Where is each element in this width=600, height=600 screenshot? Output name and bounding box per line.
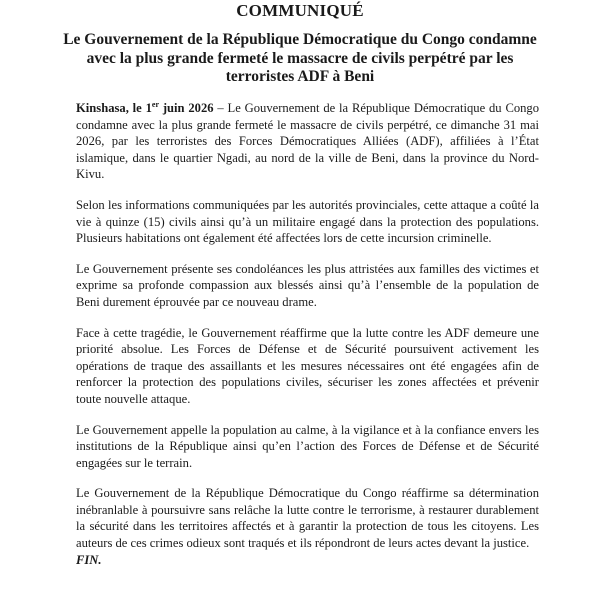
paragraph-1-text: Le Gouvernement de la République Démocratique du Congo condamne avec la plus grande fermeté le massacre de civils perpétré, ce dimanche 31 mai 2026, par les terroristes des Forces Démocratiques Alliées (ADF), affiliées à l’État islamique, dans le quartier Ngadi, au nord de la ville de Beni, dans la province du Nord-Kivu. bbox=[76, 101, 540, 182]
paragraph-4: Face à cette tragédie, le Gouvernement réaffirme que la lutte contre les ADF demeure une priorité absolue. Les Forces de Défense et de Sécurité poursuivent activement les opérations de traque des assaillants et les mesures nécessaires ont été engagées afin de renforcer la protection des populations civiles, sécuriser les zones affectées et prévenir toute nouvelle attaque. bbox=[76, 325, 539, 406]
paragraph-1 bbox=[76, 100, 539, 183]
paragraph-6 bbox=[76, 485, 539, 568]
paragraph-5: Le Gouvernement appelle la population au calme, à la vigilance et à la confiance envers les institutions de la République ainsi qu’en l’action des Forces de Défense et de Sécurité engagées sur le terrain. bbox=[76, 422, 539, 470]
document-body bbox=[76, 100, 539, 582]
dateline-dash: – bbox=[213, 101, 228, 115]
dateline bbox=[76, 101, 214, 115]
closing-fin: FIN. bbox=[76, 552, 102, 567]
dateline-place: Kinshasa, le 1 bbox=[76, 101, 152, 115]
paragraph-2: Selon les informations communiquées par les autorités provinciales, cette attaque a coûté la vie à quinze (15) civils ainsi qu’à un militaire engagé dans la protection des populations. Plusieurs habitations ont également été affectées lors de cette incursion criminelle. bbox=[76, 197, 539, 246]
paragraph-3: Le Gouvernement présente ses condoléances les plus attristées aux familles des victimes et exprime sa profonde compassion aux blessés ainsi qu’à l’ensemble de la population de Beni durement éprouvée par ce nouveau drame. bbox=[76, 261, 539, 309]
paragraph-6-text: Le Gouvernement de la République Démocratique du Congo réaffirme sa détermination inébranlable à poursuivre sans relâche la lutte contre le terrorisme, à restaurer durablement la sécurité dans les territoires affectés et à garantir la protection de tous les citoyens. Les auteurs de ces crimes odieux sont traqués et ils répondront de leurs actes devant la justice. bbox=[76, 486, 539, 551]
dateline-date: juin 2026 bbox=[159, 101, 214, 115]
document-title: Le Gouvernement de la République Démocratique du Congo condamne avec la plus grande fermeté le massacre de civils perpétré par les terroristes ADF à Beni bbox=[63, 31, 537, 85]
document-heading: COMMUNIQUÉ bbox=[236, 1, 364, 20]
dateline-ordinal: er bbox=[151, 100, 160, 109]
